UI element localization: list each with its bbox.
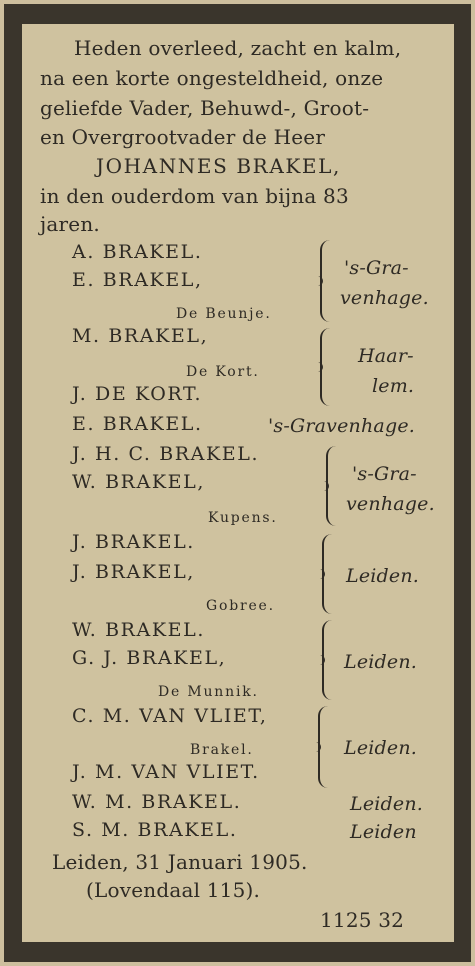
maiden-name: Brakel. bbox=[190, 742, 254, 758]
family-name: G. J. BRAKEL, bbox=[72, 647, 227, 669]
intro-line-4: en Overgrootvader de Heer bbox=[40, 125, 326, 149]
brace bbox=[320, 240, 330, 322]
family-name: S. M. BRAKEL. bbox=[72, 819, 238, 841]
intro-line-3: geliefde Vader, Behuwd-, Groot- bbox=[40, 96, 370, 120]
family-name: J. BRAKEL, bbox=[72, 561, 195, 583]
maiden-name: Gobree. bbox=[206, 598, 275, 614]
place-label: 's-Gravenhage. bbox=[268, 415, 416, 437]
maiden-name: De Beunje. bbox=[176, 306, 272, 322]
intro-line-2: na een korte ongesteldheid, onze bbox=[40, 66, 384, 90]
place-label: Haar- bbox=[358, 345, 414, 367]
place-label: Leiden. bbox=[344, 651, 418, 673]
maiden-name: De Kort. bbox=[186, 364, 260, 380]
age-line-1: in den ouderdom van bijna 83 bbox=[40, 184, 349, 208]
family-name: C. M. VAN VLIET, bbox=[72, 705, 268, 727]
family-name: W. BRAKEL, bbox=[72, 471, 205, 493]
brace bbox=[320, 328, 330, 406]
family-name: E. BRAKEL. bbox=[72, 413, 203, 435]
maiden-name: Kupens. bbox=[208, 510, 278, 526]
deceased-name: JOHANNES BRAKEL, bbox=[96, 154, 341, 178]
brace bbox=[318, 706, 328, 788]
address: (Lovendaal 115). bbox=[86, 878, 261, 902]
brace bbox=[326, 446, 336, 526]
family-name: W. M. BRAKEL. bbox=[72, 791, 242, 813]
place-label: Leiden bbox=[350, 821, 417, 843]
reference-number: 1125 32 bbox=[320, 908, 405, 932]
place-label: 's-Gra- bbox=[352, 463, 417, 485]
family-name: J. H. C. BRAKEL. bbox=[72, 443, 260, 465]
place-label: venhage. bbox=[340, 287, 429, 309]
family-name: A. BRAKEL. bbox=[72, 241, 203, 263]
family-name: J. BRAKEL. bbox=[72, 531, 195, 553]
dateline: Leiden, 31 Januari 1905. bbox=[52, 850, 308, 874]
place-label: Leiden. bbox=[344, 737, 418, 759]
family-name: E. BRAKEL, bbox=[72, 269, 203, 291]
age-line-2: jaren. bbox=[40, 212, 100, 236]
family-name: M. BRAKEL, bbox=[72, 325, 209, 347]
brace bbox=[322, 534, 332, 614]
intro-line-1: Heden overleed, zacht en kalm, bbox=[74, 36, 402, 60]
place-label: 's-Gra- bbox=[344, 257, 409, 279]
place-label: venhage. bbox=[346, 493, 435, 515]
family-name: J. DE KORT. bbox=[72, 383, 203, 405]
place-label: Leiden. bbox=[346, 565, 420, 587]
maiden-name: De Munnik. bbox=[158, 684, 259, 700]
brace bbox=[322, 620, 332, 700]
place-label: lem. bbox=[372, 375, 415, 397]
place-label: Leiden. bbox=[350, 793, 424, 815]
family-name: J. M. VAN VLIET. bbox=[72, 761, 260, 783]
family-name: W. BRAKEL. bbox=[72, 619, 205, 641]
